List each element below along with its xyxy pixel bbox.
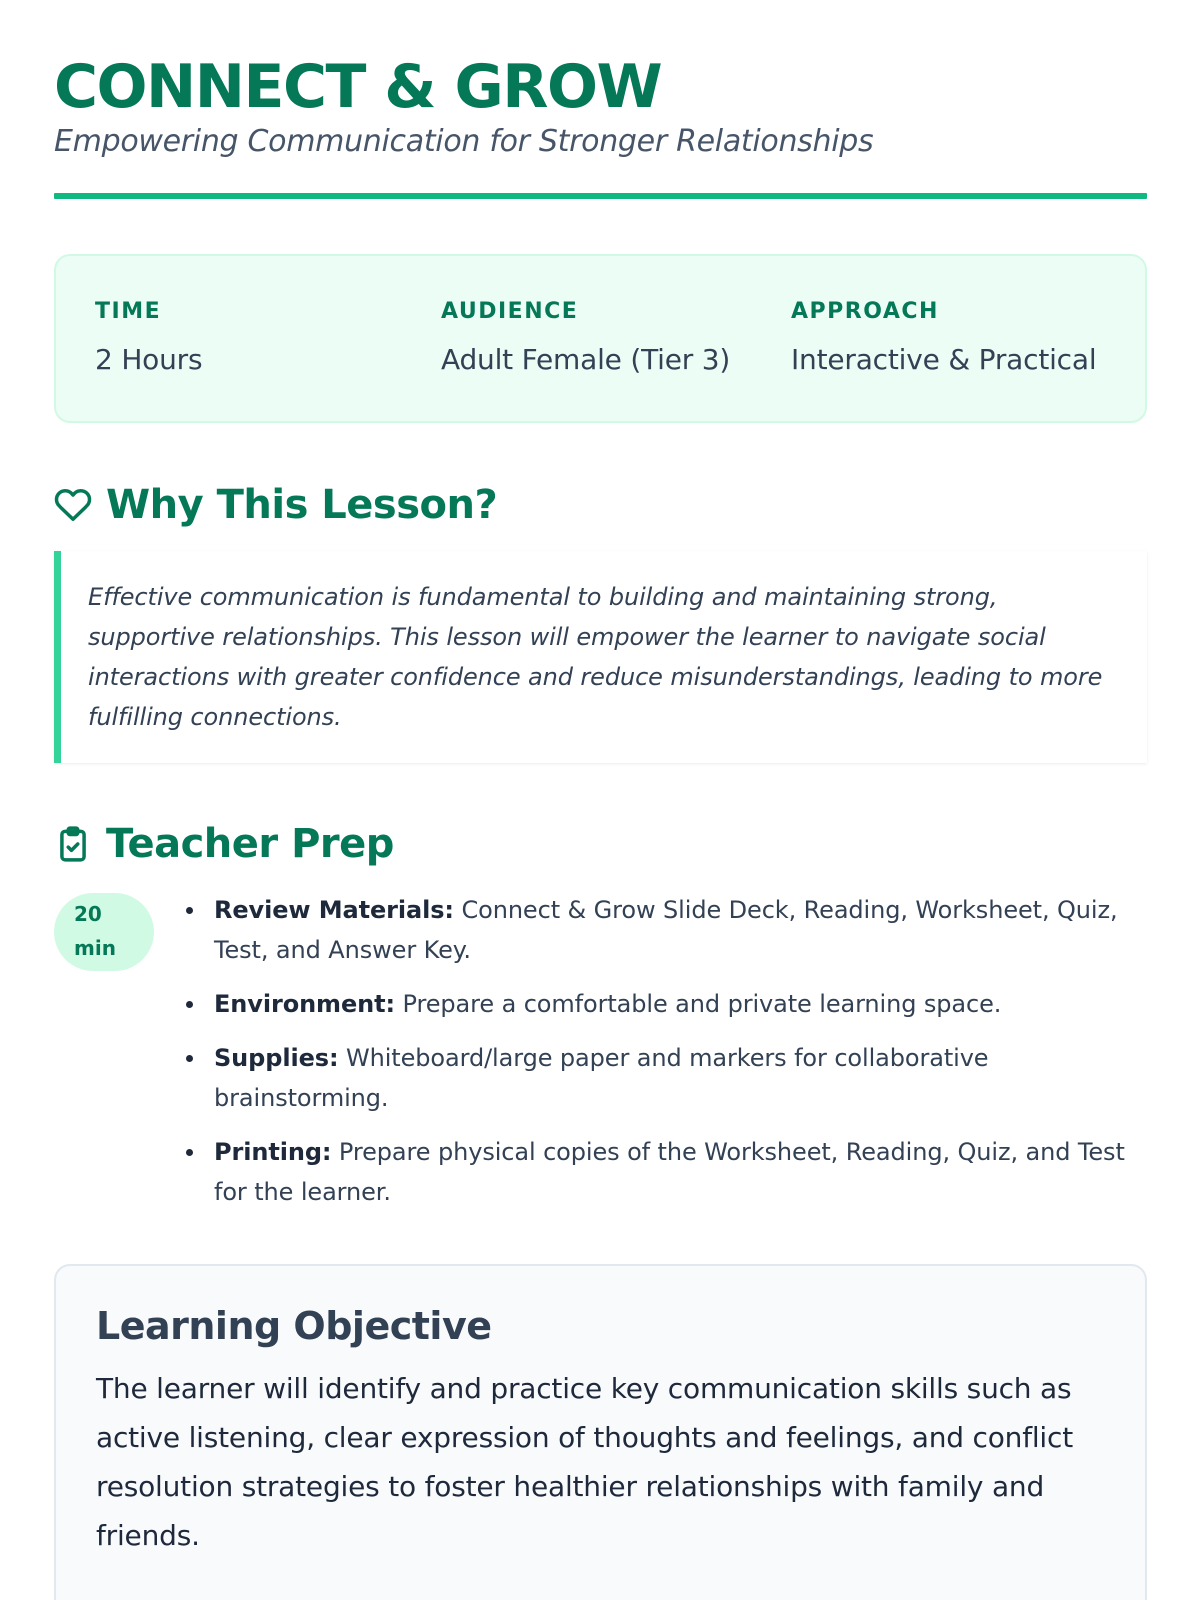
prep-list	[186, 890, 1126, 1226]
why-section-heading	[54, 481, 497, 529]
lesson-info-panel	[54, 254, 1147, 423]
info-audience	[441, 298, 730, 378]
objective-text: The learner will identify and practice key communication skills such as active listening, clear expression of thoughts and feelings, and conflict resolution strategies to foster healthier relationships with family and friends.	[96, 1372, 1073, 1552]
heart-icon	[54, 486, 92, 524]
header-divider	[54, 193, 1147, 199]
item-text: Prepare a comfortable and private learning space.	[395, 990, 1002, 1018]
why-quote-text: Effective communication is fundamental to building and maintaining strong, supportive relationships. This lesson will empower the learner to navigate social interactions with greater confidence and reduce misunderstandings, leading to more fulfilling connections.	[88, 583, 1103, 731]
info-label: AUDIENCE	[441, 299, 579, 324]
item-text: Connect & Grow Slide Deck, Reading, Worksheet, Quiz, Test, and Answer Key.	[214, 896, 1118, 964]
item-text: Prepare physical copies of the Worksheet, Reading, Quiz, and Test for the learner.	[214, 1138, 1125, 1206]
info-value: Adult Female (Tier 3)	[441, 343, 731, 376]
info-label: TIME	[95, 299, 162, 324]
page-subtitle: Empowering Communication for Stronger Relationships	[54, 124, 874, 159]
duration-unit: min	[74, 936, 116, 960]
objective-title: Learning Objective	[96, 1304, 492, 1348]
info-label: APPROACH	[791, 299, 939, 324]
why-section-title: Why This Lesson?	[106, 482, 498, 528]
prep-section-title: Teacher Prep	[106, 821, 394, 867]
info-approach	[791, 298, 1096, 378]
item-label: Printing:	[214, 1138, 332, 1166]
list-item	[186, 1038, 1126, 1118]
info-value: Interactive & Practical	[791, 343, 1097, 376]
info-time	[95, 298, 202, 378]
learning-objective-card	[54, 1264, 1147, 1600]
page-title: CONNECT & GROW	[54, 52, 662, 122]
item-label: Environment:	[214, 990, 396, 1018]
clipboard-check-icon	[54, 825, 92, 863]
item-label: Review Materials:	[214, 896, 454, 924]
page-header	[54, 52, 1147, 162]
why-quote-block	[54, 551, 1147, 763]
item-label: Supplies:	[214, 1044, 339, 1072]
duration-badge	[54, 893, 154, 971]
item-text: Whiteboard/large paper and markers for collaborative brainstorming.	[214, 1044, 989, 1112]
duration-value: 20	[74, 902, 102, 926]
list-item	[186, 890, 1126, 970]
list-item	[186, 1132, 1126, 1212]
prep-section-heading	[54, 820, 394, 868]
list-item	[186, 984, 1126, 1024]
info-value: 2 Hours	[95, 343, 203, 376]
